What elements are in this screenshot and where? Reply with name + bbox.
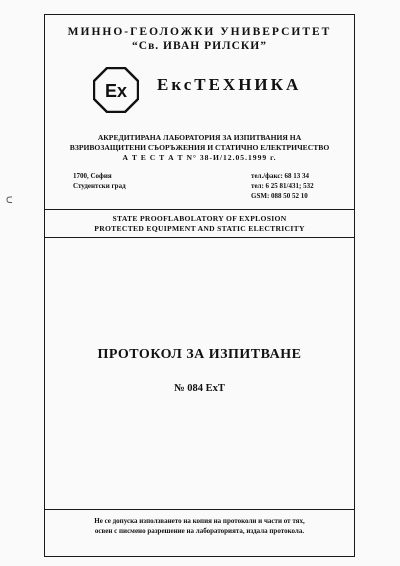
accreditation-line-1: АКРЕДИТИРАНА ЛАБОРАТОРИЯ ЗА ИЗПИТВАНИЯ НА: [97, 133, 302, 142]
address-district: Студентски град: [73, 182, 126, 190]
margin-mark: ᑕ: [6, 195, 13, 205]
ex-logo-icon: [93, 67, 139, 113]
footer-line-2: освен с писмено разрешение на лабораторията, издала протокола.: [94, 527, 305, 535]
footer-line-1: Не се допуска използването на копия на протоколи и части от тях,: [94, 517, 305, 525]
document-title: ПРОТОКОЛ ЗА ИЗПИТВАНЕ: [97, 347, 302, 362]
english-title-line-1: STATE PROOFLABOLATORY OF EXPLOSION: [112, 214, 287, 223]
divider-top: [45, 209, 354, 210]
brand-name: ЕксТЕХНИКА: [157, 75, 302, 94]
english-title-line-2: PROTECTED EQUIPMENT AND STATIC ELECTRICITY: [94, 224, 305, 233]
phone-fax: тел./факс: 68 13 34: [251, 172, 310, 180]
university-name: МИННО-ГЕОЛОЖКИ УНИВЕРСИТЕТ: [67, 26, 332, 38]
university-patron: “Св. ИВАН РИЛСКИ”: [132, 40, 267, 52]
attestat: А Т Е С Т А Т N° 38-И/12.05.1999 г.: [122, 153, 277, 162]
phone: тел: 6 25 81/431; 532: [251, 182, 314, 190]
letterhead: [45, 15, 354, 209]
address-city: 1700, София: [73, 172, 112, 180]
document-frame: [44, 14, 355, 557]
logo-text: Ex: [104, 81, 128, 101]
gsm: GSM: 088 50 52 10: [251, 192, 308, 200]
accreditation-line-2: ВЗРИВОЗАЩИТЕНИ СЪОРЪЖЕНИЯ И СТАТИЧНО ЕЛЕКТРИЧЕСТВО: [69, 143, 330, 152]
protocol-number: № 084 ExT: [174, 383, 225, 394]
divider-english: [45, 237, 354, 238]
divider-footer: [45, 509, 354, 510]
